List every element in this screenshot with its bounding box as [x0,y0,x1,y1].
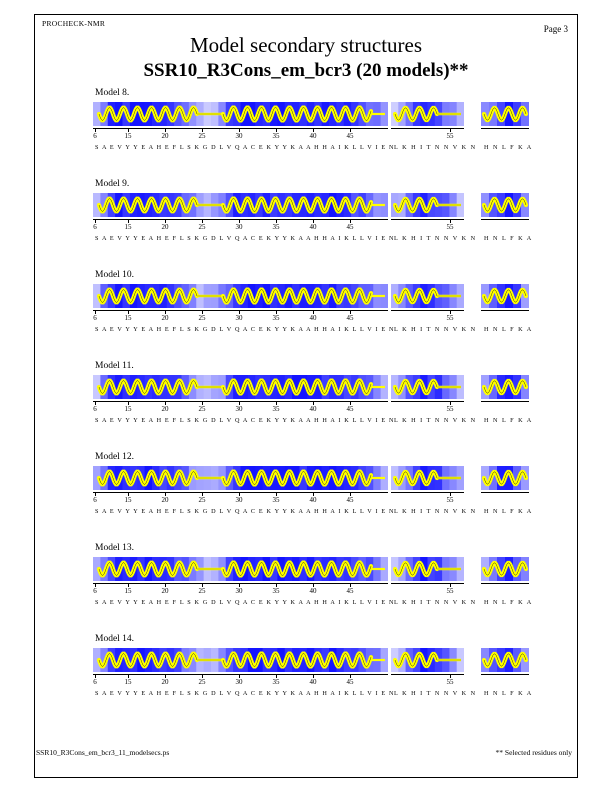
axis-tick-label: 20 [161,587,169,595]
sequence-right: H N L F K A [484,144,533,151]
axis-tick-label: 55 [446,587,454,595]
sequence-mid: L K H I T N N V K N [394,508,477,515]
helix-strip-main [93,648,388,672]
sequence-mid: L K H I T N N V K N [394,599,477,606]
axis-tick-label: 20 [161,405,169,413]
axis-tick-label: 55 [446,132,454,140]
model-label: Model 9. [95,179,130,189]
axis-main [93,128,388,129]
axis-tick-label: 35 [272,496,280,504]
model-block [0,179,612,270]
helix-strip-main [93,193,388,217]
page-title: Model secondary structures [189,33,423,57]
axis-main [93,401,388,402]
axis-tick-label: 25 [198,678,206,686]
secondary-structure-row [0,193,612,217]
axis-tick-label: 55 [446,314,454,322]
axis-tick-label: 40 [309,405,317,413]
axis-tick-label: 25 [198,132,206,140]
sequence-main: S A E V Y Y E A H E F L S K G D L V Q A C E K Y Y K A A H H A I K L L V I E N [95,326,395,333]
helix-strip-mid [391,557,464,581]
axis-right [481,674,529,675]
model-label: Model 11. [95,361,134,371]
model-block [0,452,612,543]
sequence-mid: L K H I T N N V K N [394,690,477,697]
helix-strip-right [481,466,529,490]
helix-strip-right [481,557,529,581]
axis-tick-label: 15 [124,314,132,322]
model-label: Model 12. [95,452,135,462]
helix-strip-mid [391,375,464,399]
axis-tick-label: 25 [198,587,206,595]
axis-tick-label: 30 [235,132,243,140]
helix-strip-main [93,102,388,126]
axis-right [481,492,529,493]
page-subtitle: SSR10_R3Cons_em_bcr3 (20 models)** [143,60,469,81]
axis-tick-label: 45 [346,496,354,504]
axis-mid [391,401,464,402]
axis-tick-label: 40 [309,223,317,231]
axis-tick-label: 15 [124,405,132,413]
sequence-main: S A E V Y Y E A H E F L S K G D L V Q A C E K Y Y K A A H H A I K L L V I E N [95,417,395,424]
axis-tick-label: 20 [161,314,169,322]
axis-tick-label: 30 [235,405,243,413]
helix-strip-main [93,557,388,581]
sequence-right: H N L F K A [484,599,533,606]
secondary-structure-row [0,648,612,672]
axis-tick-label: 25 [198,223,206,231]
axis-right [481,128,529,129]
axis-mid [391,583,464,584]
axis-tick-label: 30 [235,314,243,322]
sequence-main: S A E V Y Y E A H E F L S K G D L V Q A C E K Y Y K A A H H A I K L L V I E N [95,599,395,606]
axis-main [93,583,388,584]
footer-note: ** Selected residues only [495,748,572,757]
helix-strip-mid [391,193,464,217]
axis-tick-label: 35 [272,223,280,231]
axis-tick-label: 25 [198,405,206,413]
axis-tick-label: 30 [235,496,243,504]
axis-main [93,310,388,311]
axis-tick-label: 45 [346,223,354,231]
helix-strip-right [481,102,529,126]
sequence-right: H N L F K A [484,417,533,424]
helix-strip-mid [391,284,464,308]
axis-tick-label: 20 [161,223,169,231]
model-label: Model 14. [95,634,135,644]
axis-tick-label: 20 [161,678,169,686]
model-label: Model 13. [95,543,135,553]
helix-strip-right [481,648,529,672]
axis-tick-label: 25 [198,496,206,504]
axis-tick-label: 6 [93,496,97,504]
helix-strip-right [481,375,529,399]
axis-mid [391,492,464,493]
secondary-structure-row [0,557,612,581]
axis-tick-label: 45 [346,314,354,322]
secondary-structure-row [0,102,612,126]
axis-tick-label: 20 [161,132,169,140]
footer-file: SSR10_R3Cons_em_bcr3_11_modelsecs.ps [36,748,170,757]
axis-tick-label: 6 [93,587,97,595]
helix-strip-mid [391,648,464,672]
secondary-structure-row [0,466,612,490]
axis-tick-label: 6 [93,678,97,686]
axis-tick-label: 40 [309,678,317,686]
axis-mid [391,219,464,220]
axis-mid [391,674,464,675]
sequence-right: H N L F K A [484,508,533,515]
axis-tick-label: 35 [272,132,280,140]
axis-mid [391,128,464,129]
axis-tick-label: 15 [124,678,132,686]
axis-tick-label: 55 [446,678,454,686]
axis-tick-label: 35 [272,314,280,322]
axis-tick-label: 35 [272,587,280,595]
axis-tick-label: 35 [272,405,280,413]
page-number: Page 3 [543,24,568,34]
axis-tick-label: 15 [124,496,132,504]
axis-right [481,583,529,584]
sequence-main: S A E V Y Y E A H E F L S K G D L V Q A C E K Y Y K A A H H A I K L L V I E N [95,144,395,151]
axis-tick-label: 30 [235,223,243,231]
sequence-main: S A E V Y Y E A H E F L S K G D L V Q A C E K Y Y K A A H H A I K L L V I E N [95,508,395,515]
axis-tick-label: 45 [346,132,354,140]
axis-main [93,492,388,493]
axis-tick-label: 6 [93,314,97,322]
helix-strip-right [481,284,529,308]
model-block [0,88,612,179]
helix-strip-main [93,466,388,490]
axis-tick-label: 35 [272,678,280,686]
sequence-right: H N L F K A [484,235,533,242]
axis-tick-label: 6 [93,223,97,231]
secondary-structure-row [0,375,612,399]
model-block [0,270,612,361]
helix-strip-mid [391,466,464,490]
program-name: PROCHECK-NMR [42,19,106,28]
model-list [0,88,612,725]
model-label: Model 8. [95,88,130,98]
axis-tick-label: 25 [198,314,206,322]
axis-tick-label: 15 [124,132,132,140]
axis-right [481,310,529,311]
sequence-main: S A E V Y Y E A H E F L S K G D L V Q A C E K Y Y K A A H H A I K L L V I E N [95,690,395,697]
sequence-main: S A E V Y Y E A H E F L S K G D L V Q A C E K Y Y K A A H H A I K L L V I E N [95,235,395,242]
axis-main [93,674,388,675]
model-block [0,634,612,725]
model-label: Model 10. [95,270,135,280]
axis-tick-label: 15 [124,587,132,595]
sequence-right: H N L F K A [484,690,533,697]
axis-main [93,219,388,220]
model-block [0,361,612,452]
axis-tick-label: 55 [446,223,454,231]
axis-tick-label: 40 [309,496,317,504]
axis-tick-label: 30 [235,587,243,595]
sequence-mid: L K H I T N N V K N [394,235,477,242]
axis-tick-label: 55 [446,405,454,413]
secondary-structure-row [0,284,612,308]
axis-tick-label: 45 [346,405,354,413]
axis-tick-label: 40 [309,132,317,140]
axis-tick-label: 15 [124,223,132,231]
helix-strip-main [93,375,388,399]
helix-strip-main [93,284,388,308]
axis-right [481,219,529,220]
sequence-mid: L K H I T N N V K N [394,326,477,333]
axis-tick-label: 45 [346,587,354,595]
axis-tick-label: 45 [346,678,354,686]
helix-strip-right [481,193,529,217]
sequence-mid: L K H I T N N V K N [394,144,477,151]
axis-right [481,401,529,402]
sequence-right: H N L F K A [484,326,533,333]
axis-tick-label: 20 [161,496,169,504]
axis-mid [391,310,464,311]
axis-tick-label: 40 [309,587,317,595]
axis-tick-label: 30 [235,678,243,686]
axis-tick-label: 6 [93,132,97,140]
sequence-mid: L K H I T N N V K N [394,417,477,424]
axis-tick-label: 55 [446,496,454,504]
axis-tick-label: 40 [309,314,317,322]
helix-strip-mid [391,102,464,126]
model-block [0,543,612,634]
axis-tick-label: 6 [93,405,97,413]
